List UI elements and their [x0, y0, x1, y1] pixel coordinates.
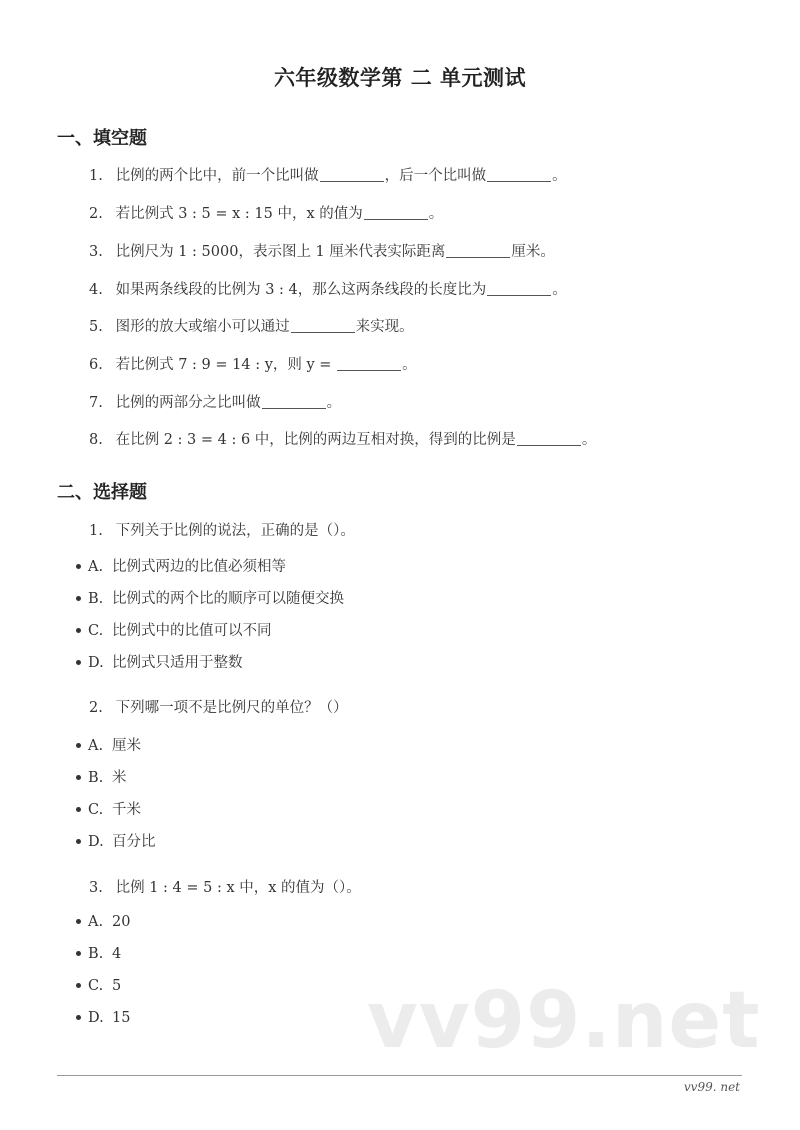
question-number: 1.	[89, 168, 103, 184]
fill-question-3	[89, 240, 555, 261]
option-text: 4	[112, 946, 122, 962]
bullet-icon	[76, 951, 81, 956]
footer-divider	[57, 1075, 742, 1076]
bullet-icon	[76, 839, 81, 844]
question-text: 若比例式 7 : 9 = 14 : y，则 y =	[115, 357, 337, 373]
question-text: 下列哪一项不是比例尺的单位？（）	[115, 700, 348, 716]
option-text: 米	[112, 770, 127, 786]
option-letter: B.	[88, 946, 104, 962]
fill-question-6	[89, 353, 417, 374]
option-letter: A.	[88, 738, 104, 754]
answer-blank	[320, 167, 384, 182]
option-text: 20	[112, 914, 131, 930]
answer-blank	[262, 394, 326, 409]
question-number: 2.	[89, 700, 103, 716]
bullet-icon	[76, 596, 81, 601]
question-number: 8.	[89, 432, 103, 448]
answer-blank	[487, 281, 551, 296]
option-a	[76, 734, 141, 755]
option-letter: D.	[88, 834, 104, 850]
option-text: 比例式中的比值可以不同	[112, 623, 272, 639]
bullet-icon	[76, 628, 81, 633]
question-text: 如果两条线段的比例为 3 : 4，那么这两条线段的长度比为	[115, 282, 487, 298]
option-text: 比例式的两个比的顺序可以随便交换	[112, 591, 344, 607]
fill-question-5	[89, 315, 414, 336]
option-c	[76, 798, 141, 819]
option-d	[76, 651, 243, 672]
option-c	[76, 619, 272, 640]
question-text: 。	[581, 432, 597, 448]
bullet-icon	[76, 743, 81, 748]
question-number: 6.	[89, 357, 103, 373]
section-heading-multiple-choice: 二、选择题	[57, 482, 147, 503]
choice-question-2	[89, 696, 348, 717]
option-letter: C.	[88, 802, 104, 818]
option-a	[76, 555, 286, 576]
question-text: 下列关于比例的说法，正确的是（）。	[115, 523, 355, 539]
question-text: 图形的放大或缩小可以通过	[115, 319, 290, 335]
option-b	[76, 766, 127, 787]
question-number: 3.	[89, 244, 103, 260]
question-number: 1.	[89, 523, 103, 539]
option-text: 5	[112, 978, 122, 994]
fill-question-8	[89, 428, 596, 449]
option-letter: A.	[88, 914, 104, 930]
question-text: 来实现。	[355, 319, 414, 335]
question-number: 5.	[89, 319, 103, 335]
fill-question-4	[89, 278, 567, 299]
watermark: vv99.net	[367, 976, 761, 1066]
question-text: 。	[326, 395, 342, 411]
option-d	[76, 830, 156, 851]
question-number: 7.	[89, 395, 103, 411]
section-heading-fill-blank: 一、填空题	[57, 128, 147, 149]
bullet-icon	[76, 919, 81, 924]
option-letter: D.	[88, 655, 104, 671]
choice-question-3	[89, 876, 361, 897]
choice-question-1	[89, 519, 355, 540]
option-text: 百分比	[112, 834, 156, 850]
bullet-icon	[76, 564, 81, 569]
question-number: 3.	[89, 880, 103, 896]
bullet-icon	[76, 775, 81, 780]
option-text: 厘米	[112, 738, 141, 754]
option-letter: D.	[88, 1010, 104, 1026]
option-b	[76, 587, 344, 608]
answer-blank	[517, 431, 581, 446]
footer-site-label: vv99. net	[683, 1080, 740, 1094]
page-title: 六年级数学第 二 单元测试	[273, 66, 527, 90]
question-text: ，后一个比叫做	[384, 168, 487, 184]
option-d	[76, 1010, 130, 1026]
answer-blank	[446, 243, 510, 258]
question-text: 若比例式 3 : 5 = x : 15 中，x 的值为	[115, 206, 363, 222]
fill-question-1	[89, 164, 567, 185]
option-letter: C.	[88, 623, 104, 639]
fill-question-2	[89, 202, 443, 223]
question-text: 。	[428, 206, 444, 222]
question-text: 比例 1 : 4 = 5 : x 中，x 的值为（）。	[115, 880, 361, 896]
question-number: 4.	[89, 282, 103, 298]
option-c	[76, 978, 121, 994]
answer-blank	[337, 356, 401, 371]
option-text: 比例式两边的比值必须相等	[112, 559, 286, 575]
question-text: 比例的两个比中，前一个比叫做	[115, 168, 319, 184]
question-text: 厘米。	[511, 244, 555, 260]
option-text: 千米	[112, 802, 141, 818]
question-text: 。	[552, 282, 567, 298]
answer-blank	[291, 318, 355, 333]
answer-blank	[364, 205, 428, 220]
answer-blank	[487, 167, 551, 182]
question-number: 2.	[89, 206, 103, 222]
question-text: 。	[402, 357, 417, 373]
option-a	[76, 914, 130, 930]
bullet-icon	[76, 807, 81, 812]
option-text: 15	[112, 1010, 131, 1026]
question-text: 。	[552, 168, 567, 184]
option-letter: B.	[88, 770, 104, 786]
question-text: 比例尺为 1 : 5000，表示图上 1 厘米代表实际距离	[115, 244, 446, 260]
option-letter: C.	[88, 978, 104, 994]
bullet-icon	[76, 660, 81, 665]
bullet-icon	[76, 1015, 81, 1020]
fill-question-7	[89, 391, 341, 412]
option-text: 比例式只适用于整数	[112, 655, 243, 671]
option-letter: B.	[88, 591, 104, 607]
option-letter: A.	[88, 559, 104, 575]
option-b	[76, 946, 121, 962]
question-text: 在比例 2 : 3 = 4 : 6 中，比例的两边互相对换，得到的比例是	[115, 432, 516, 448]
bullet-icon	[76, 983, 81, 988]
question-text: 比例的两部分之比叫做	[115, 395, 261, 411]
